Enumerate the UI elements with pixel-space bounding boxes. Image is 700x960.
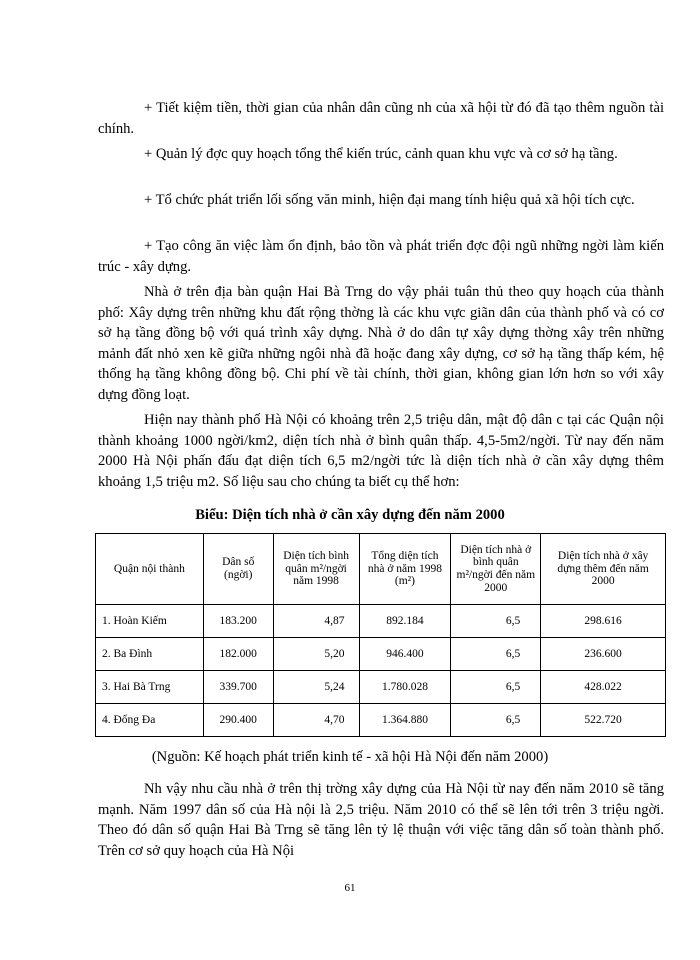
table-header-cell: Quận nội thành <box>96 534 204 605</box>
table-cell: 5,24 <box>273 671 359 704</box>
table-cell: 3. Hai Bà Trng <box>96 671 204 704</box>
table-cell: 6,5 <box>451 638 541 671</box>
table-row <box>96 704 666 737</box>
table-header-cell: Diện tích nhà ở xây dựng thêm đến năm 2000 <box>541 534 666 605</box>
table-cell: 5,20 <box>273 638 359 671</box>
table-cell: 522.720 <box>541 704 666 737</box>
table-cell: 339.700 <box>203 671 273 704</box>
table-row <box>96 638 666 671</box>
table-cell: 4,87 <box>273 605 359 638</box>
body-paragraph-housing: Nhà ở trên địa bàn quận Hai Bà Trng do vậy phải tuân thủ theo quy hoạch của thành phố: Xây dựng trên những khu đất rộng thờng là các khu vực giãn dân của thành phố và có cơ sở hạ tầng đồng bộ với quá trình xây dựng. Nhà ở do dân tự xây dựng thờng xây trên những mảnh đất nhỏ xen kẽ giữa những ngôi nhà đã hoặc đang xây dựng, cơ sở hạ tầng thấp kém, hệ thống hạ tầng không đồng bộ. Chi phí về tài chính, thời gian, không gian lớn hơn so với xây dựng đồng loạt. <box>98 284 664 403</box>
body-paragraph-statistics: Hiện nay thành phố Hà Nội có khoảng trên 2,5 triệu dân, mật độ dân c tại các Quận nội thành khoảng 1000 ngời/km2, diện tích nhà ở bình quân thấp. 4,5-5m2/ngời. Từ nay đến năm 2000 Hà Nội phấn đấu đạt diện tích 6,5 m2/ngời tức là diện tích nhà ở cần xây dựng thêm khoảng 1,5 triệu m2. Số liệu sau cho chúng ta biết cụ thể hơn: <box>98 412 664 490</box>
table-cell: 236.600 <box>541 638 666 671</box>
page-number: 61 <box>344 882 356 894</box>
table-cell: 428.022 <box>541 671 666 704</box>
bullet-paragraph-1: + Tiết kiệm tiền, thời gian của nhân dân cũng nh của xã hội từ đó đã tạo thêm nguồn tài chính. <box>98 100 664 137</box>
housing-table <box>95 533 666 737</box>
table-row <box>96 605 666 638</box>
table-source-note: (Nguồn: Kế hoạch phát triển kinh tế - xã hội Hà Nội đến năm 2000) <box>151 749 549 765</box>
table-cell: 298.616 <box>541 605 666 638</box>
table-header-cell: Diện tích bình quân m²/ngời năm 1998 <box>273 534 359 605</box>
bullet-paragraph-4: + Tạo công ăn việc làm ổn định, bảo tồn và phát triển đợc đội ngũ những ngời làm kiến trúc - xây dựng. <box>98 238 664 275</box>
table-row <box>96 671 666 704</box>
table-caption: Biểu: Diện tích nhà ở cần xây dựng đến năm 2000 <box>195 507 505 523</box>
table-cell: 183.200 <box>203 605 273 638</box>
table-cell: 182.000 <box>203 638 273 671</box>
bullet-paragraph-2: + Quản lý đợc quy hoạch tổng thể kiến trúc, cảnh quan khu vực và cơ sở hạ tầng. <box>144 146 618 162</box>
table-cell: 6,5 <box>451 605 541 638</box>
table-cell: 6,5 <box>451 704 541 737</box>
closing-paragraph: Nh vậy nhu cầu nhà ở trên thị trờng xây dựng của Hà Nội từ nay đến năm 2010 sẽ tăng mạnh. Năm 1997 dân số của Hà nội là 2,5 triệu. Năm 2010 có thể sẽ lên tới trên 3 triệu ngời. Theo đó dân số quận Hai Bà Trng sẽ tăng lên tỷ lệ thuận với việc tăng dân số toàn thành phố. Trên cơ sở quy hoạch của Hà Nội <box>98 781 664 859</box>
table-header-cell: Dân số (ngời) <box>203 534 273 605</box>
table-cell: 4. Đống Đa <box>96 704 204 737</box>
table-cell: 6,5 <box>451 671 541 704</box>
table-cell: 892.184 <box>359 605 451 638</box>
table-header-row <box>96 534 666 605</box>
table-cell: 290.400 <box>203 704 273 737</box>
table-header-cell: Tổng diện tích nhà ở năm 1998 (m²) <box>359 534 451 605</box>
table-cell: 2. Ba Đình <box>96 638 204 671</box>
table-cell: 1.780.028 <box>359 671 451 704</box>
table-cell: 1.364.880 <box>359 704 451 737</box>
table-cell: 946.400 <box>359 638 451 671</box>
table-cell: 4,70 <box>273 704 359 737</box>
table-header-cell: Diện tích nhà ở bình quân m²/ngời đến năm 2000 <box>451 534 541 605</box>
bullet-paragraph-3: + Tổ chức phát triển lối sống văn minh, hiện đại mang tính hiệu quả xã hội tích cực. <box>144 192 635 208</box>
table-cell: 1. Hoàn Kiếm <box>96 605 204 638</box>
